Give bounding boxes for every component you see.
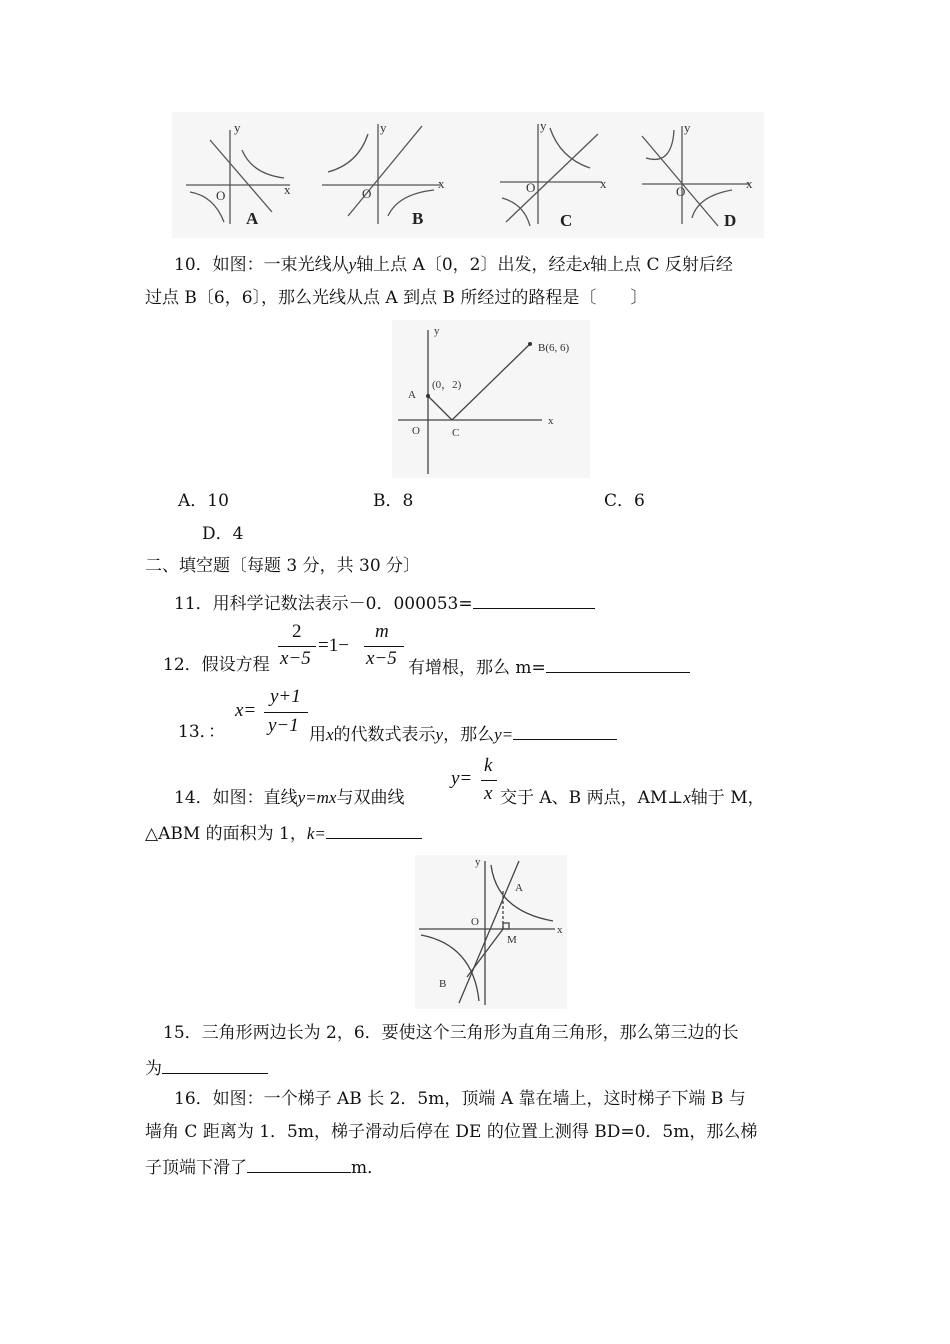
- q14-var-x: x: [683, 788, 691, 807]
- q14-line2-text: △ABM 的面积为 1，: [145, 824, 307, 844]
- q15-line1: 15．三角形两边长为 2，6．要使这个三角形为直角三角形，那么第三边的长: [163, 1023, 739, 1043]
- graph-options-figure: [172, 112, 764, 238]
- q14-answer-blank[interactable]: [326, 820, 422, 839]
- q14-mid1: 与双曲线: [336, 788, 405, 808]
- q15-answer-blank[interactable]: [162, 1055, 268, 1074]
- q12-suffix-line: [408, 654, 690, 679]
- q12-frac2-den: x−5: [366, 648, 397, 669]
- hyp-y-label: y: [475, 856, 481, 868]
- hyp-point-a-label: A: [515, 882, 523, 894]
- q12-prefix: 12．假设方程: [163, 655, 270, 675]
- q10-text-a: 10．如图：一束光线从: [174, 255, 349, 275]
- panel-b-label: B: [412, 209, 424, 228]
- panel-a-origin-label: O: [216, 188, 226, 203]
- panel-d-label: D: [724, 211, 737, 230]
- panel-c-y-label: y: [540, 118, 547, 133]
- q10-line2: 过点 B〔6，6〕，那么光线从点 A 到点 B 所经过的路程是〔 〕: [145, 288, 648, 308]
- q14-k-eq: k=: [306, 824, 326, 843]
- q12-frac1-den: x−5: [280, 648, 311, 669]
- q16-answer-blank[interactable]: [247, 1154, 351, 1173]
- ray-x-label: x: [548, 415, 554, 427]
- q13-lhs: x=: [235, 700, 257, 721]
- q10-option-a: A．10: [178, 491, 229, 511]
- point-c-label: C: [452, 427, 460, 439]
- q13-mid2: 的代数式表示: [333, 725, 436, 745]
- q13-answer-blank[interactable]: [513, 721, 617, 740]
- q13-den: y−1: [268, 715, 299, 736]
- q12-frac2-bar: [364, 646, 404, 647]
- graph-options-svg: [172, 112, 764, 238]
- q14-line2: [145, 820, 422, 845]
- q12-frac2-num: m: [375, 621, 389, 642]
- q15-line2-text: 为: [145, 1059, 162, 1079]
- q10-text-b: 轴上点 A〔0，2〕出发，经走: [356, 255, 583, 275]
- q16-line3-text: 子顶端下滑了: [145, 1158, 247, 1178]
- q10-option-d: D．4: [202, 524, 244, 544]
- panel-d-y-label: y: [684, 120, 691, 135]
- q13-frac-bar: [264, 712, 308, 713]
- q14-hyp-lhs: y=: [451, 768, 473, 789]
- q14-mid2: 交于 A、B 两点，AM⊥: [500, 788, 684, 808]
- q15-line2: [145, 1055, 268, 1080]
- hyp-line: [459, 861, 519, 1003]
- hyp-x-label: x: [557, 924, 563, 936]
- q13-num: y+1: [270, 686, 301, 707]
- panel-c-line: [506, 134, 598, 222]
- q12-frac1-num: 2: [292, 621, 302, 642]
- q16-line1: 16．如图：一个梯子 AB 长 2．5m，顶端 A 靠在墙上，这时梯子下端 B 与: [174, 1089, 746, 1109]
- panel-b-curve-top: [328, 134, 368, 172]
- section2-heading: 二、填空题〔每题 3 分，共 30 分〕: [145, 556, 421, 576]
- q13-var-y: y: [435, 725, 444, 744]
- point-a-label: A: [408, 389, 416, 401]
- q10-var-x: x: [582, 255, 591, 274]
- panel-a-curve-top: [242, 150, 284, 178]
- q11-text: 11．用科学记数法表示－0．000053=: [174, 594, 473, 614]
- panel-c-x-label: x: [600, 176, 607, 191]
- q13-rhs: y=: [494, 725, 514, 744]
- q14-hyp-num: k: [484, 755, 493, 776]
- panel-d-x-label: x: [746, 176, 753, 191]
- panel-a-label: A: [246, 209, 259, 228]
- q14-line-eq: y=mx: [297, 788, 337, 807]
- light-ray-figure: [392, 320, 590, 478]
- panel-a-y-label: y: [234, 120, 241, 135]
- hyperbola-svg: [415, 855, 567, 1009]
- q12-answer-blank[interactable]: [546, 654, 690, 673]
- q13-var-x: x: [326, 725, 334, 744]
- q10-text-c: 轴上点 C 反射后经: [590, 255, 733, 275]
- q10-option-c: C．6: [604, 491, 645, 511]
- right-angle-mark: [503, 923, 509, 929]
- point-a-dot: [426, 394, 430, 398]
- panel-d-line: [642, 136, 718, 226]
- ray-segment-cb: [452, 344, 530, 420]
- q14-line1-right: [500, 787, 765, 809]
- q12-eq-mid: =1−: [318, 635, 349, 656]
- q13-tail: [309, 721, 617, 746]
- point-a-coord: (0，2): [432, 379, 462, 391]
- q11-line: [174, 590, 595, 615]
- q12-suffix: 有增根，那么 m=: [408, 658, 546, 678]
- ray-y-label: y: [434, 325, 440, 337]
- q13-mid1: 用: [309, 725, 326, 745]
- q14-prefix: 14．如图：直线: [174, 788, 298, 808]
- panel-d-origin-label: O: [676, 184, 686, 199]
- q13-mid3: ，那么: [443, 725, 495, 745]
- panel-c-origin-label: O: [526, 180, 536, 195]
- q10-option-b: B．8: [373, 491, 414, 511]
- point-b-label: B(6, 6): [538, 342, 570, 354]
- q14-hyp-den: x: [484, 783, 493, 804]
- q14-mid3: 轴于 M，: [690, 788, 765, 808]
- hyp-point-m-label: M: [507, 934, 517, 946]
- q11-answer-blank[interactable]: [473, 590, 595, 609]
- panel-b-x-label: x: [438, 176, 445, 191]
- q16-line2: 墙角 C 距离为 1．5m，梯子滑动后停在 DE 的位置上测得 BD=0．5m，那么梯: [145, 1122, 758, 1142]
- panel-b-curve-bottom: [388, 190, 434, 216]
- q10-var-y: y: [348, 255, 357, 274]
- panel-b-line: [348, 126, 422, 216]
- panel-c-label: C: [560, 211, 573, 230]
- q16-line3-end: m．: [351, 1158, 385, 1178]
- q14-hyp-bar: [481, 780, 497, 781]
- point-b-dot: [528, 342, 532, 346]
- hyp-origin-label: O: [471, 916, 479, 928]
- q16-line3: [145, 1154, 384, 1179]
- light-ray-svg: [392, 320, 590, 478]
- hyperbola-figure: [415, 855, 567, 1009]
- panel-b-origin-label: O: [362, 186, 372, 201]
- hyp-point-b-label: B: [439, 978, 447, 990]
- q10-line1: [174, 254, 733, 276]
- q12-frac1-bar: [278, 646, 316, 647]
- q14-line1-left: [174, 787, 404, 809]
- hyp-curve-bottom: [421, 935, 479, 1001]
- panel-a-x-label: x: [284, 182, 291, 197]
- ray-segment-ac: [428, 396, 452, 420]
- ray-origin-label: O: [412, 425, 420, 437]
- panel-b-y-label: y: [380, 120, 387, 135]
- q13-prefix: 13．：: [178, 722, 226, 742]
